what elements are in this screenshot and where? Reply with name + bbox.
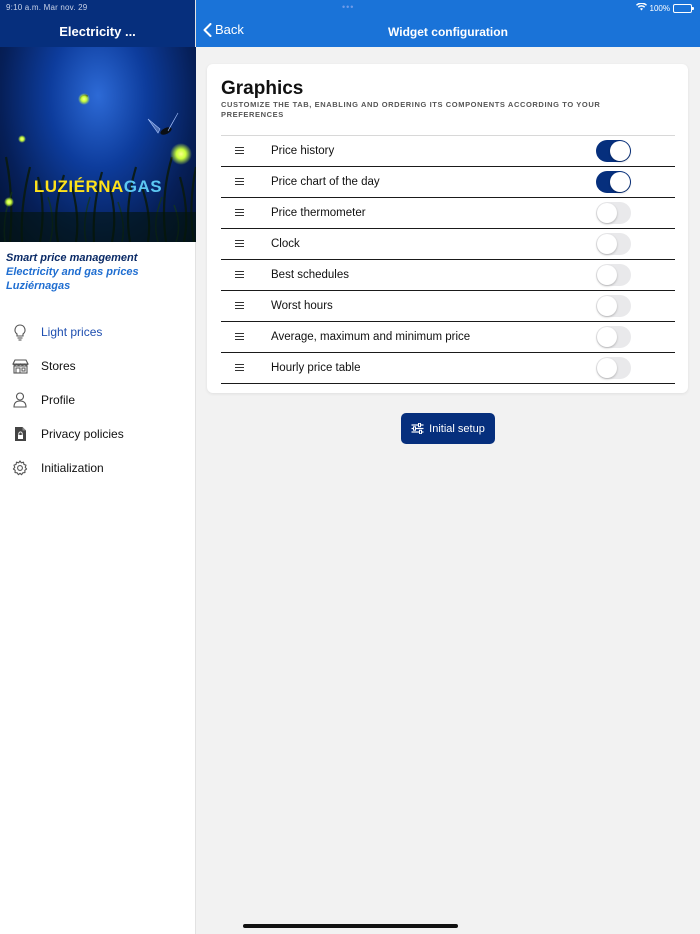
component-toggle[interactable] — [596, 264, 631, 286]
firefly-glow — [18, 135, 26, 143]
sidebar-item-label: Stores — [41, 359, 76, 373]
tagline-line-1: Smart price management — [6, 252, 138, 264]
multitasking-dots-icon[interactable]: ••• — [342, 2, 355, 12]
component-label: Clock — [271, 238, 300, 250]
document-lock-icon — [11, 425, 29, 443]
person-icon — [11, 391, 29, 409]
component-toggle[interactable] — [596, 326, 631, 348]
component-label: Price thermometer — [271, 207, 366, 219]
component-toggle[interactable] — [596, 202, 631, 224]
component-list — [221, 135, 675, 384]
sidebar-item-privacy-policies[interactable] — [0, 417, 195, 451]
tagline-line-3: Luziérnagas — [6, 280, 71, 292]
back-label: Back — [215, 22, 244, 37]
toggle-knob — [597, 358, 617, 378]
toggle-knob — [597, 327, 617, 347]
component-label: Best schedules — [271, 269, 349, 281]
gear-icon — [11, 459, 29, 477]
sidebar — [0, 0, 196, 934]
toggle-knob — [597, 203, 617, 223]
sidebar-item-stores[interactable] — [0, 349, 195, 383]
sidebar-item-label: Light prices — [41, 325, 103, 339]
component-label: Worst hours — [271, 300, 333, 312]
sidebar-item-light-prices[interactable] — [0, 315, 195, 349]
firefly-glow — [170, 143, 192, 165]
component-row — [221, 198, 675, 229]
toggle-knob — [610, 172, 630, 192]
component-label: Average, maximum and minimum price — [271, 331, 471, 343]
component-row — [221, 167, 675, 198]
component-row — [221, 353, 675, 384]
logo-text-cyan: GAS — [123, 177, 163, 196]
component-toggle[interactable] — [596, 357, 631, 379]
component-row — [221, 322, 675, 353]
component-toggle[interactable] — [596, 233, 631, 255]
drag-handle-icon[interactable] — [235, 178, 244, 187]
sidebar-item-label: Privacy policies — [41, 427, 124, 441]
sidebar-menu — [0, 315, 195, 485]
toggle-knob — [597, 265, 617, 285]
battery-icon — [673, 4, 692, 13]
sidebar-item-initialization[interactable] — [0, 451, 195, 485]
toggle-knob — [597, 234, 617, 254]
hero-image — [0, 47, 196, 242]
status-time: 9:10 a.m. Mar nov. 29 — [6, 3, 88, 12]
drag-handle-icon[interactable] — [235, 364, 244, 373]
drag-handle-icon[interactable] — [235, 240, 244, 249]
component-toggle[interactable] — [596, 295, 631, 317]
initial-setup-label: Initial setup — [429, 422, 485, 435]
component-row — [221, 136, 675, 167]
status-bar — [0, 0, 700, 16]
component-row — [221, 229, 675, 260]
initial-setup-button[interactable] — [401, 413, 495, 444]
component-toggle[interactable] — [596, 140, 631, 162]
lightbulb-icon — [11, 323, 29, 341]
sidebar-item-label: Initialization — [41, 461, 104, 475]
sidebar-title: Electricity ... — [59, 24, 136, 39]
component-label: Hourly price table — [271, 362, 361, 374]
firefly-glow — [78, 93, 90, 105]
component-label: Price history — [271, 145, 335, 157]
sidebar-item-profile[interactable] — [0, 383, 195, 417]
home-indicator[interactable] — [243, 924, 458, 928]
toggle-knob — [597, 296, 617, 316]
toggle-knob — [610, 141, 630, 161]
sidebar-item-label: Profile — [41, 393, 76, 407]
wifi-icon — [636, 3, 647, 13]
logo-text-yellow: LUZIÉRNA — [33, 177, 124, 196]
drag-handle-icon[interactable] — [235, 209, 244, 218]
battery-percent: 100% — [649, 3, 670, 13]
main-panel — [196, 0, 700, 934]
tagline-line-2: Electricity and gas prices — [6, 266, 139, 278]
drag-handle-icon[interactable] — [235, 333, 244, 342]
grass-illustration — [0, 47, 196, 242]
store-icon — [11, 357, 29, 375]
card-title: Graphics — [221, 78, 304, 99]
brand-logo — [0, 177, 196, 197]
graphics-card — [207, 64, 688, 393]
drag-handle-icon[interactable] — [235, 147, 244, 156]
card-subtitle: CUSTOMIZE THE TAB, ENABLING AND ORDERING ITS COMPONENTS ACCORDING TO YOUR PREFERENCES — [221, 100, 601, 119]
drag-handle-icon[interactable] — [235, 302, 244, 311]
sliders-icon — [411, 423, 424, 434]
component-row — [221, 260, 675, 291]
page-title: Widget configuration — [388, 25, 508, 39]
firefly-glow — [4, 197, 14, 207]
drag-handle-icon[interactable] — [235, 271, 244, 280]
tagline — [0, 242, 195, 293]
component-label: Price chart of the day — [271, 176, 380, 188]
component-row — [221, 291, 675, 322]
status-right — [636, 3, 692, 13]
component-toggle[interactable] — [596, 171, 631, 193]
